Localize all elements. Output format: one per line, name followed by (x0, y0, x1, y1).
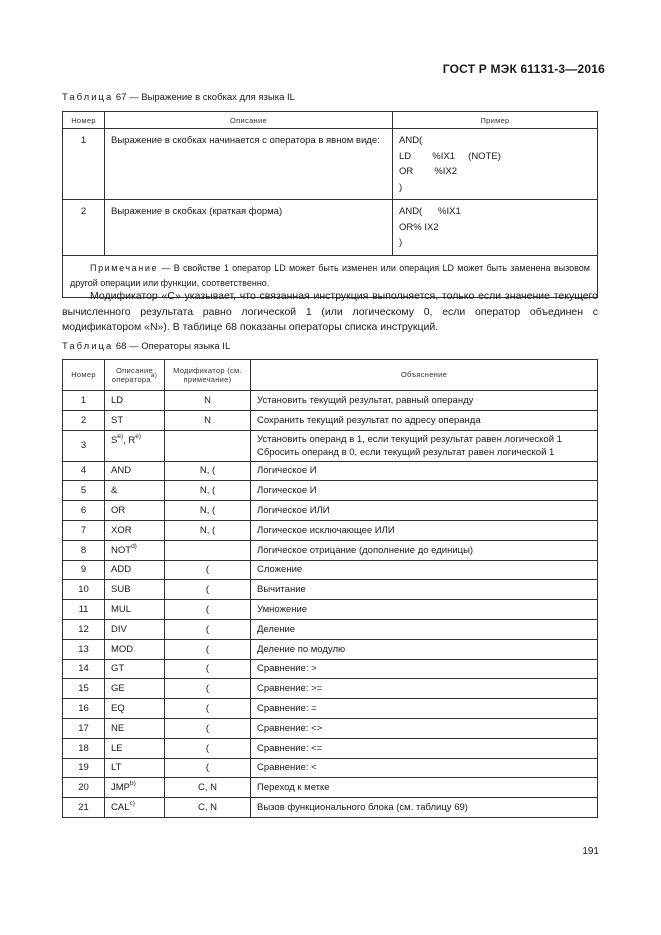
table-note: Примечание — В свойстве 1 оператор LD может быть изменен или операция LD может быть заменена вызовом другой операции или функции, соответственно. (63, 255, 598, 297)
row-explanation: Логическое ИЛИ (251, 501, 598, 521)
row-number: 16 (63, 699, 105, 719)
row-number: 13 (63, 639, 105, 659)
row-modifier: N (165, 391, 251, 411)
row-number: 4 (63, 461, 105, 481)
table-row (63, 540, 598, 560)
table-row (63, 391, 598, 411)
row-number: 2 (63, 200, 105, 256)
page-number: 191 (582, 846, 599, 857)
row-modifier (165, 540, 251, 560)
row-number: 6 (63, 501, 105, 521)
row-explanation: Установить текущий результат, равный операнду (251, 391, 598, 411)
table-row (63, 200, 598, 256)
row-operator: NE (105, 718, 165, 738)
row-description: Выражение в скобках начинается с оператора в явном виде: (105, 129, 393, 200)
row-explanation: Логическое исключающее ИЛИ (251, 520, 598, 540)
row-operator: XOR (105, 520, 165, 540)
table-row (63, 798, 598, 818)
row-explanation: Сравнение: <> (251, 718, 598, 738)
row-operator: GT (105, 659, 165, 679)
row-operator: CAL$^{c)}$ (105, 798, 165, 818)
row-number: 1 (63, 391, 105, 411)
table-row (63, 430, 598, 461)
row-modifier: ( (165, 679, 251, 699)
table-row (63, 501, 598, 521)
table-row (63, 639, 598, 659)
column-header-description: Описание (105, 112, 393, 129)
row-explanation: Вызов функционального блока (см. таблицу 69) (251, 798, 598, 818)
row-explanation: Логическое отрицание (дополнение до единицы) (251, 540, 598, 560)
column-header-number: Номер (63, 112, 105, 129)
table-row (63, 718, 598, 738)
row-number: 15 (63, 679, 105, 699)
row-modifier: ( (165, 758, 251, 778)
row-explanation: Вычитание (251, 580, 598, 600)
row-number: 7 (63, 520, 105, 540)
body-paragraph: Модификатор «С» указывает, что связанная инструкция выполняется, только если значение текущего вычисленного результата равно логической 1 (или логическому 0, если оператор объединен с модификатором «N»). В таблице 68 показаны операторы списка инструкций. (62, 290, 598, 333)
row-operator: LE (105, 738, 165, 758)
row-modifier: N, ( (165, 501, 251, 521)
table-row (63, 659, 598, 679)
row-number: 11 (63, 600, 105, 620)
row-modifier: ( (165, 619, 251, 639)
column-header-example: Пример (393, 112, 598, 129)
row-modifier: C, N (165, 778, 251, 798)
table-row (63, 481, 598, 501)
row-modifier: ( (165, 699, 251, 719)
row-explanation: Сохранить текущий результат по адресу операнда (251, 410, 598, 430)
row-explanation: Переход к метке (251, 778, 598, 798)
row-modifier: N, ( (165, 481, 251, 501)
row-explanation: Сравнение: > (251, 659, 598, 679)
row-explanation: Сравнение: >= (251, 679, 598, 699)
row-explanation: Сравнение: <= (251, 738, 598, 758)
row-modifier: ( (165, 639, 251, 659)
row-explanation: Логическое И (251, 481, 598, 501)
row-operator: DIV (105, 619, 165, 639)
table-row (63, 580, 598, 600)
table-row (63, 758, 598, 778)
row-modifier: ( (165, 580, 251, 600)
table67-caption: Таблица 67 — Выражение в скобках для языка IL (62, 92, 295, 103)
table-row (63, 129, 598, 200)
row-operator: EQ (105, 699, 165, 719)
table-row (63, 699, 598, 719)
row-modifier: ( (165, 600, 251, 620)
row-number: 9 (63, 560, 105, 580)
row-number: 2 (63, 410, 105, 430)
table-row (63, 619, 598, 639)
row-operator: LT (105, 758, 165, 778)
row-operator: JMP$^{b)}$ (105, 778, 165, 798)
row-explanation: Сравнение: = (251, 699, 598, 719)
row-modifier: N, ( (165, 520, 251, 540)
row-explanation: Сложение (251, 560, 598, 580)
row-example: AND( LD %IX1 (NOTE) OR %IX2 ) (393, 129, 598, 200)
table-row (63, 600, 598, 620)
table-67 (62, 111, 598, 298)
row-modifier: N (165, 410, 251, 430)
row-number: 20 (63, 778, 105, 798)
row-modifier: ( (165, 659, 251, 679)
row-number: 10 (63, 580, 105, 600)
row-description: Выражение в скобках (краткая форма) (105, 200, 393, 256)
row-number: 1 (63, 129, 105, 200)
table-row (63, 520, 598, 540)
row-modifier (165, 430, 251, 461)
row-operator: ADD (105, 560, 165, 580)
table-row (63, 560, 598, 580)
row-number: 12 (63, 619, 105, 639)
row-example: AND( %IX1 OR% IX2 ) (393, 200, 598, 256)
row-number: 8 (63, 540, 105, 560)
table-row (63, 679, 598, 699)
row-number: 3 (63, 430, 105, 461)
row-operator: MOD (105, 639, 165, 659)
standard-header: ГОСТ Р МЭК 61131-3—2016 (442, 62, 605, 76)
column-header-modifier: Модификатор (см. примечание) (165, 360, 251, 391)
row-number: 5 (63, 481, 105, 501)
row-operator: NOT$^{d)}$ (105, 540, 165, 560)
table-row (63, 410, 598, 430)
row-number: 19 (63, 758, 105, 778)
row-operator: & (105, 481, 165, 501)
row-explanation: Логическое И (251, 461, 598, 481)
table-row (63, 778, 598, 798)
row-operator: LD (105, 391, 165, 411)
row-explanation: Умножение (251, 600, 598, 620)
row-number: 18 (63, 738, 105, 758)
row-modifier: N, ( (165, 461, 251, 481)
column-header-operator: Описание оператора$^{а)}$ (105, 360, 165, 391)
row-modifier: ( (165, 718, 251, 738)
row-modifier: C, N (165, 798, 251, 818)
row-number: 21 (63, 798, 105, 818)
row-explanation: Установить операнд в 1, если текущий результат равен логической 1 Сбросить операнд в 0, если текущий результат равен логической 1 (251, 430, 598, 461)
row-explanation: Деление (251, 619, 598, 639)
row-modifier: ( (165, 738, 251, 758)
table-row (63, 738, 598, 758)
column-header-number: Номер (63, 360, 105, 391)
column-header-explanation: Объяснение (251, 360, 598, 391)
row-operator: SUB (105, 580, 165, 600)
row-modifier: ( (165, 560, 251, 580)
row-number: 17 (63, 718, 105, 738)
row-operator: MUL (105, 600, 165, 620)
row-operator: OR (105, 501, 165, 521)
row-operator: $S^{e)}$, $R^{e)}$ (105, 430, 165, 461)
table-68 (62, 359, 598, 818)
row-operator: ST (105, 410, 165, 430)
row-operator: AND (105, 461, 165, 481)
row-explanation: Сравнение: < (251, 758, 598, 778)
row-explanation: Деление по модулю (251, 639, 598, 659)
row-operator: GE (105, 679, 165, 699)
table68-caption: Таблица 68 — Операторы языка IL (62, 341, 231, 352)
table-row (63, 461, 598, 481)
row-number: 14 (63, 659, 105, 679)
